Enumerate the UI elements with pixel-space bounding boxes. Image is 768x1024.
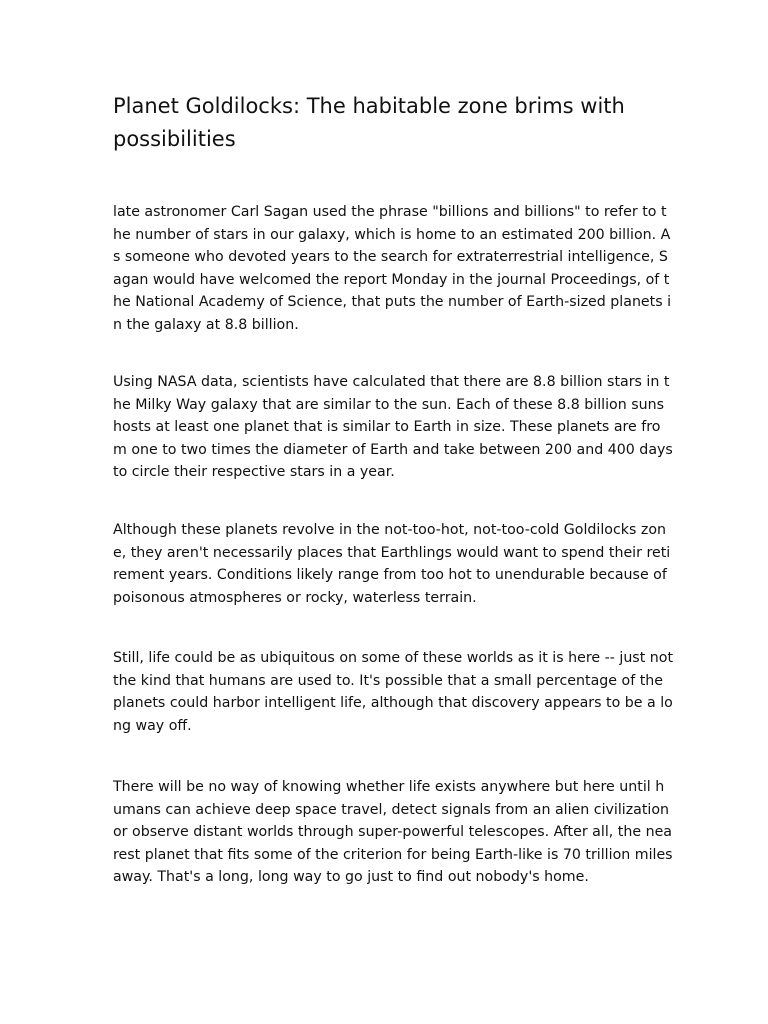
article-paragraph-2: Using NASA data, scientists have calculated that there are 8.8 billion stars in the Milky Way galaxy that are similar to the sun. Each of these 8.8 billion suns hosts at least one planet that is similar to Earth in size. These planets are from one to two times the diameter of Earth and take between 200 and 400 days to circle their respective stars in a year. <box>113 374 673 481</box>
article-paragraph-4: Still, life could be as ubiquitous on some of these worlds as it is here -- just not the kind that humans are used to. It's possible that a small percentage of the planets could harbor intelligent life, although that discovery appears to be a long way off. <box>113 650 674 734</box>
article-paragraph-1: late astronomer Carl Sagan used the phrase "billions and billions" to refer to the number of stars in our galaxy, which is home to an estimated 200 billion. As someone who devoted years to the search for extraterrestrial intelligence, Sagan would have welcomed the report Monday in the journal Proceedings, of the National Academy of Science, that puts the number of Earth-sized planets in the galaxy at 8.8 billion. <box>113 204 672 333</box>
article-paragraph-3: Although these planets revolve in the not-too-hot, not-too-cold Goldilocks zone, they aren't necessarily places that Earthlings would want to spend their retirement years. Conditions likely range from too hot to unendurable because of poisonous atmospheres or rocky, waterless terrain. <box>113 522 671 606</box>
article-title: Planet Goldilocks: The habitable zone brims with possibilities <box>113 94 625 151</box>
article-paragraph-5: There will be no way of knowing whether life exists anywhere but here until humans can achieve deep space travel, detect signals from an alien civilization or observe distant worlds through super-powerful telescopes. After all, the nearest planet that fits some of the criterion for being Earth-like is 70 trillion miles away. That's a long, long way to go just to find out nobody's home. <box>113 779 673 886</box>
